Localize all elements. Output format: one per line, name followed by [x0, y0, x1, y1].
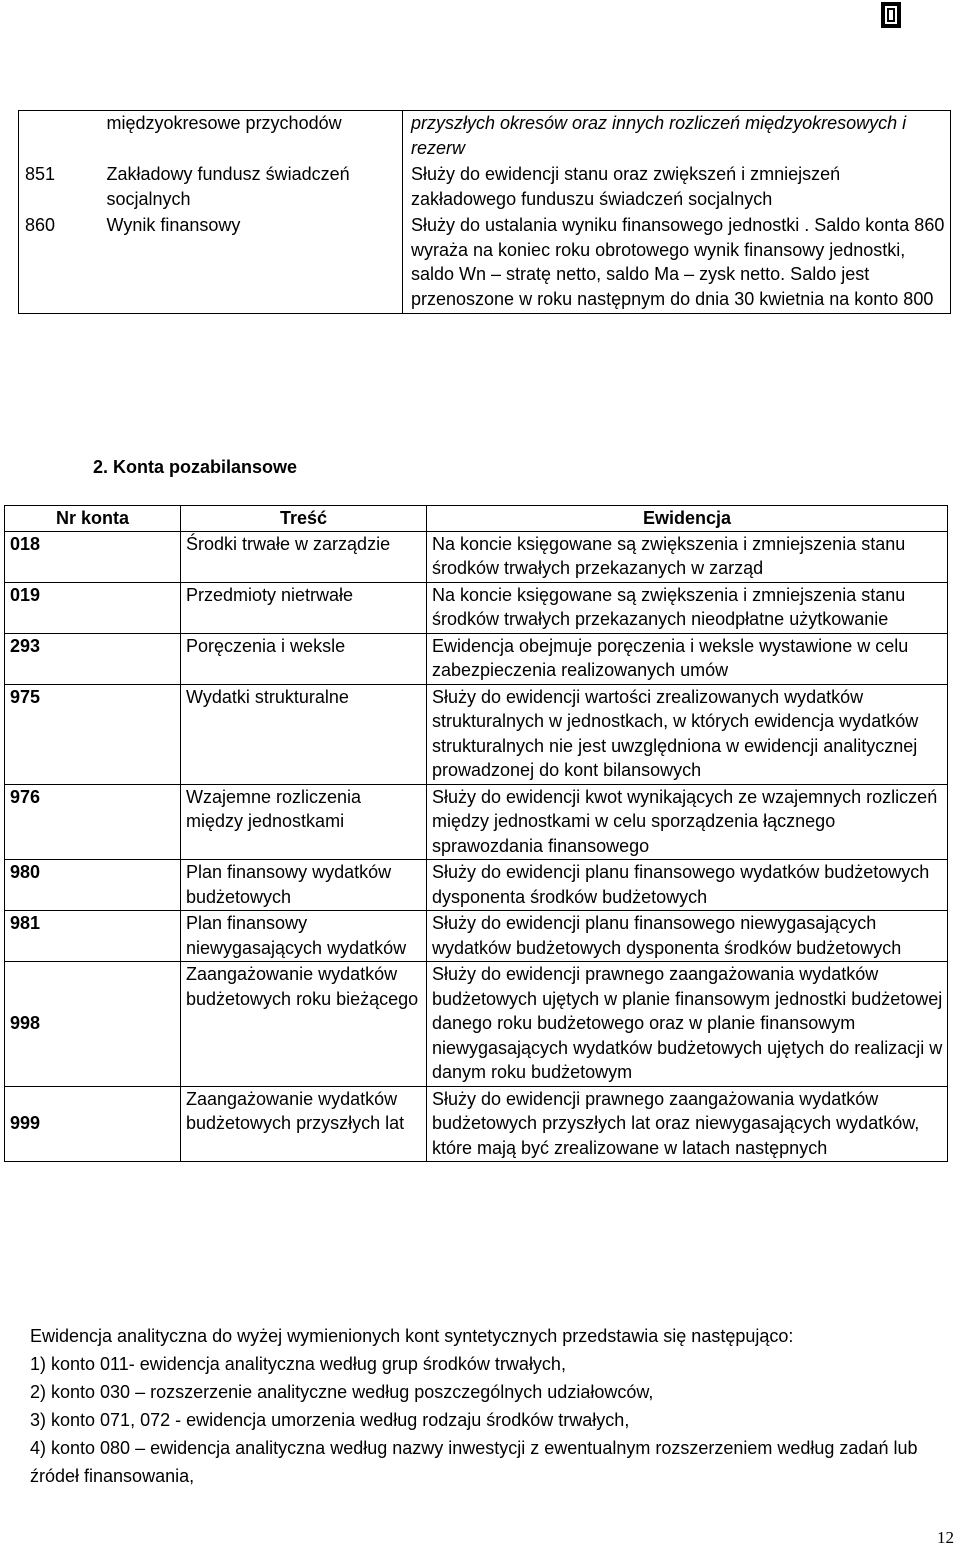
account-name: Zakładowy fundusz świadczeń socjalnych [101, 162, 403, 213]
page-corner-icon [881, 2, 901, 28]
account-name: Wynik finansowy [101, 213, 403, 314]
account-number [19, 111, 101, 163]
section-heading: 2. Konta pozabilansowe [93, 457, 298, 477]
table-row [5, 1086, 948, 1162]
account-number: 980 [5, 860, 181, 911]
account-content: Zaangażowanie wydatków budżetowych roku bieżącego [181, 962, 427, 1087]
account-number: 293 [5, 633, 181, 684]
account-content: Środki trwałe w zarządzie [181, 531, 427, 582]
account-description: Służy do ewidencji stanu oraz zwiększeń i zmniejszeń zakładowego funduszu świadczeń socjalnych [403, 162, 951, 213]
page-number: 12 [937, 1528, 954, 1547]
notes-item: 3) konto 071, 072 - ewidencja umorzenia według rodzaju środków trwałych, [30, 1410, 630, 1430]
account-name: międzyokresowe przychodów [101, 111, 403, 163]
account-records: Służy do ewidencji prawnego zaangażowania wydatków budżetowych ujętych w planie finansowym jednostki budżetowej danego roku budżetowego oraz w planie finansowym niewygasających wydatków budżetowych ujętych do realizacji w danym roku budżetowym [427, 962, 948, 1087]
off-balance-accounts-table [4, 505, 948, 1162]
notes-item: 1) konto 011- ewidencja analityczna według grup środków trwałych, [30, 1354, 566, 1374]
account-description: przyszłych okresów oraz innych rozliczeń międzyokresowych i rezerw [403, 111, 951, 163]
account-description: Służy do ustalania wyniku finansowego jednostki . Saldo konta 860 wyraża na koniec roku obrotowego wynik finansowy jednostki, saldo Wn – stratę netto, saldo Ma – zysk netto. Saldo jest przenoszone w roku następnym do dnia 30 kwietnia na konto 800 [403, 213, 951, 314]
account-content: Przedmioty nietrwałe [181, 582, 427, 633]
table-row [5, 531, 948, 582]
account-records: Na koncie księgowane są zwiększenia i zmniejszenia stanu środków trwałych przekazanych w zarząd [427, 531, 948, 582]
table-row [5, 684, 948, 784]
analytic-records-notes [30, 1322, 940, 1490]
table-row [19, 213, 951, 314]
account-records: Służy do ewidencji planu finansowego wydatków budżetowych dysponenta środków budżetowych [427, 860, 948, 911]
account-records: Służy do ewidencji wartości zrealizowanych wydatków strukturalnych w jednostkach, w których ewidencja wydatków strukturalnych nie jest uwzględniona w ewidencji analitycznej prowadzonej do kont bilansowych [427, 684, 948, 784]
account-number: 018 [5, 531, 181, 582]
header-tresc: Treść [181, 506, 427, 532]
account-records: Służy do ewidencji planu finansowego niewygasających wydatków budżetowych dysponenta środków budżetowych [427, 911, 948, 962]
account-number: 860 [19, 213, 101, 314]
account-records: Ewidencja obejmuje poręczenia i weksle wystawione w celu zabezpieczenia realizowanych umów [427, 633, 948, 684]
account-number: 019 [5, 582, 181, 633]
account-number: 981 [5, 911, 181, 962]
account-records: Służy do ewidencji prawnego zaangażowania wydatków budżetowych przyszłych lat oraz niewygasających wydatków, które mają być zrealizowane w latach następnych [427, 1086, 948, 1162]
account-content: Wydatki strukturalne [181, 684, 427, 784]
account-number: 976 [5, 784, 181, 860]
header-ewidencja: Ewidencja [427, 506, 948, 532]
notes-intro: Ewidencja analityczna do wyżej wymienionych kont syntetycznych przedstawia się następująco: [30, 1326, 794, 1346]
notes-item: 4) konto 080 – ewidencja analityczna według nazwy inwestycji z ewentualnym rozszerzeniem według zadań lub źródeł finansowania, [30, 1438, 918, 1486]
account-content: Poręczenia i weksle [181, 633, 427, 684]
table-row [19, 162, 951, 213]
table-header-row [5, 506, 948, 532]
account-content: Zaangażowanie wydatków budżetowych przyszłych lat [181, 1086, 427, 1162]
table-row [19, 111, 951, 163]
notes-item: 2) konto 030 – rozszerzenie analityczne według poszczególnych udziałowców, [30, 1382, 654, 1402]
table-row [5, 911, 948, 962]
table-row [5, 860, 948, 911]
account-content: Plan finansowy wydatków budżetowych [181, 860, 427, 911]
table-row [5, 784, 948, 860]
account-number: 998 [5, 962, 181, 1087]
account-records: Służy do ewidencji kwot wynikających ze wzajemnych rozliczeń między jednostkami w celu sporządzenia łącznego sprawozdania finansowego [427, 784, 948, 860]
account-number: 999 [5, 1086, 181, 1162]
account-records: Na koncie księgowane są zwiększenia i zmniejszenia stanu środków trwałych przekazanych nieodpłatne użytkowanie [427, 582, 948, 633]
account-number: 975 [5, 684, 181, 784]
account-content: Wzajemne rozliczenia między jednostkami [181, 784, 427, 860]
table-row [5, 962, 948, 1087]
accounts-table-continued [18, 110, 951, 314]
header-nr-konta: Nr konta [5, 506, 181, 532]
account-content: Plan finansowy niewygasających wydatków [181, 911, 427, 962]
account-number: 851 [19, 162, 101, 213]
table-row [5, 582, 948, 633]
table-row [5, 633, 948, 684]
